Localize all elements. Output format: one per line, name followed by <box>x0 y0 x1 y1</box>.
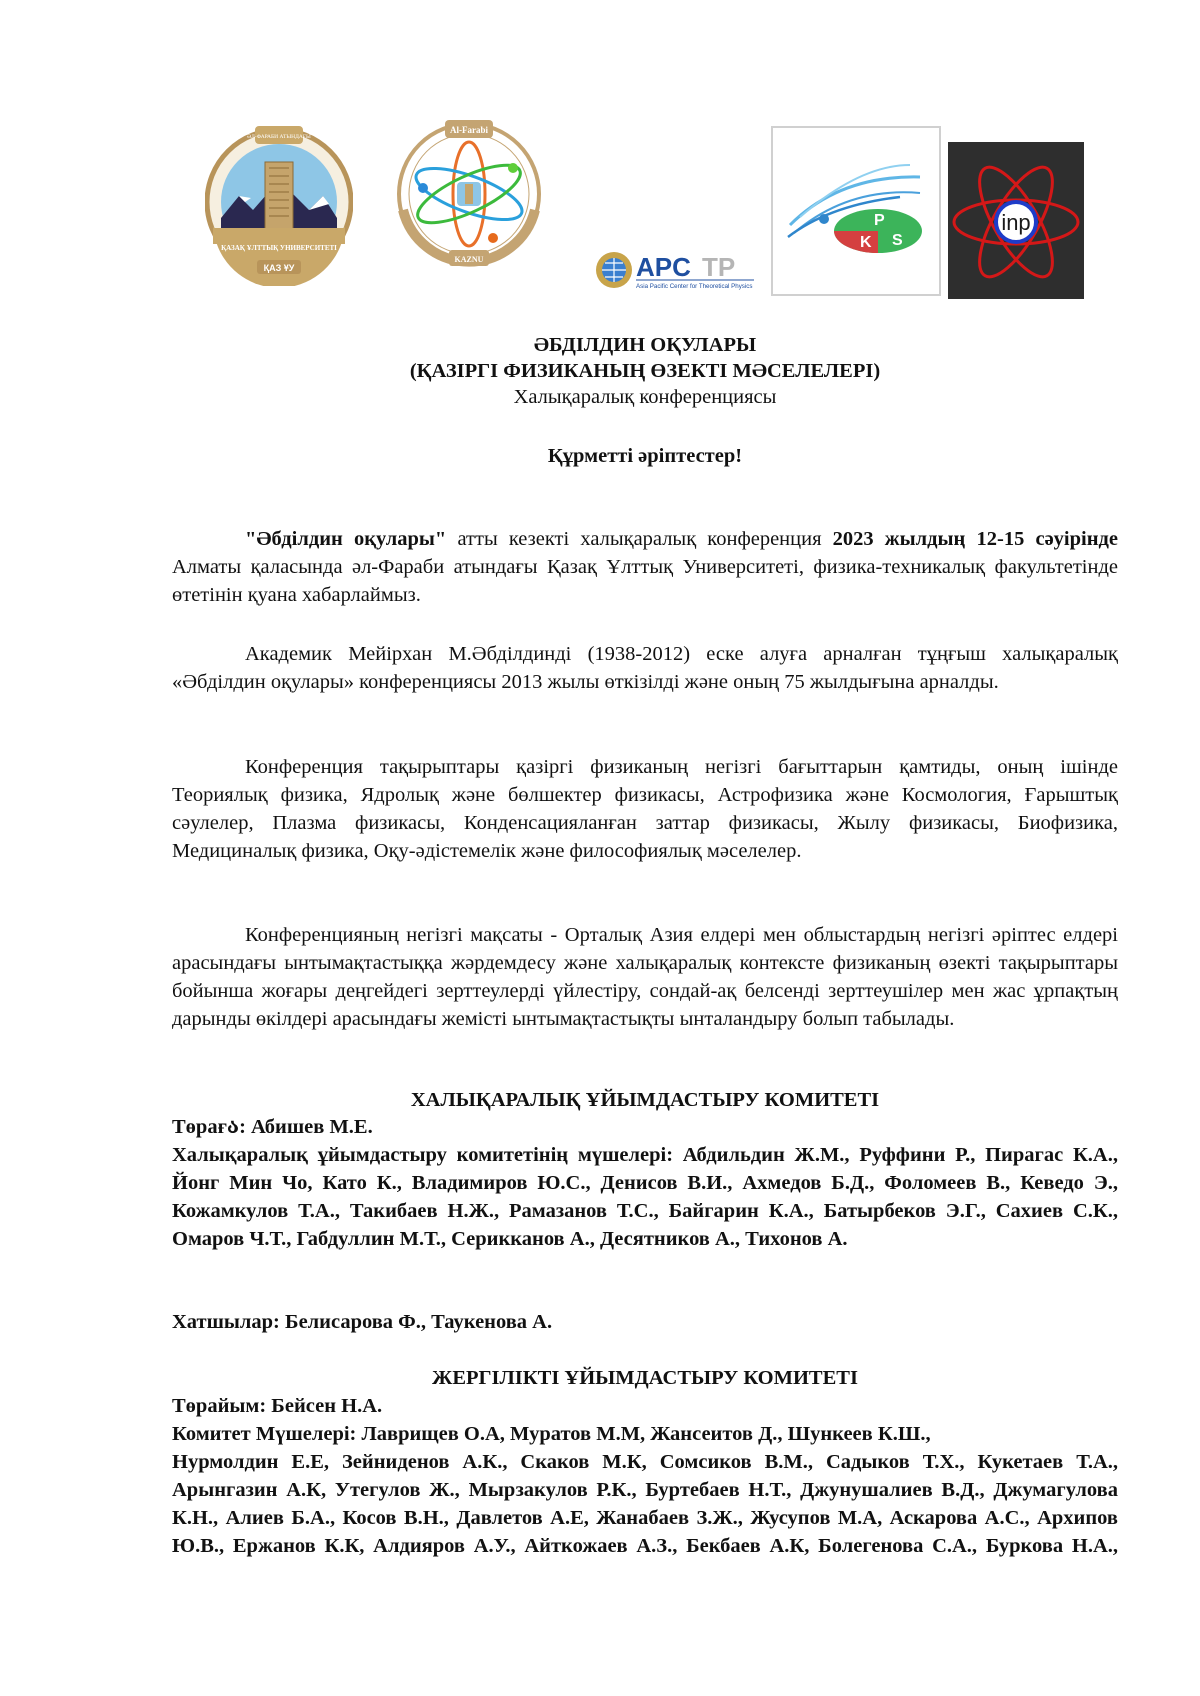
kps-logo-icon <box>770 125 942 297</box>
logo-banner <box>0 0 1200 310</box>
svg-text:ҚАЗАҚ ҰЛТТЫҚ УНИВЕРСИТЕТІ: ҚАЗАҚ ҰЛТТЫҚ УНИВЕРСИТЕТІ <box>221 244 337 252</box>
kaznu-logo-icon <box>205 118 353 286</box>
paragraph-announcement <box>172 525 1118 609</box>
svg-text:P: P <box>874 212 885 229</box>
local-committee-chair: Төрайым: Бейсен Н.А. <box>172 1395 383 1417</box>
intl-committee-chair: Төрағა: Абишев М.Е. <box>172 1116 373 1138</box>
local-committee-heading: ЖЕРГІЛІКТІ ҰЙЫМДАСТЫРУ КОМИТЕТІ <box>432 1367 858 1389</box>
intl-committee-heading: ХАЛЫҚАРАЛЫҚ ҰЙЫМДАСТЫРУ КОМИТЕТІ <box>410 1089 880 1111</box>
paragraph-topics: Конференция тақырыптары қазіргі физиканың негізгі бағыттарын қамтиды, оның ішінде Теориялық физика, Ядролық және бөлшектер физикасы, Астрофизика және Космология, Ғарыштық сәулелер, Плазма физикасы, Конденсацияланған заттар физикасы, Жылу физикасы, Биофизика, Медициналық физика, Оқу-әдістемелік және философиялық мәселелер. <box>172 756 1118 862</box>
local-committee-members-line1: Комитет Мүшелері: Лаврищев О.А, Муратов М.М, Жансеитов Д., Шункеев К.Ш., <box>172 1423 931 1445</box>
svg-text:APC: APC <box>636 252 691 282</box>
svg-text:K: K <box>860 234 872 251</box>
svg-text:Asia Pacific Center for Theore: Asia Pacific Center for Theoretical Physics <box>636 283 753 290</box>
doc-subtitle: (ҚАЗІРГІ ФИЗИКАНЫҢ ӨЗЕКТІ МӘСЕЛЕЛЕРІ) <box>409 360 881 382</box>
conference-label: Халықаралық конференциясы <box>513 386 777 408</box>
announcement-text-a: атты кезекті халықаралық конференция <box>446 528 833 550</box>
svg-text:KAZNU: KAZNU <box>454 255 484 264</box>
secretaries: Хатшылар: Белисарова Ф., Таукенова А. <box>172 1311 553 1333</box>
conference-dates: 2023 жылдың 12-15 сәуірінде <box>832 528 1118 550</box>
svg-text:S: S <box>892 232 903 249</box>
intl-committee-members: Халықаралық ұйымдастыру комитетінің мүшелері: Абдильдин Ж.М., Руффини Р., Пирагас К.А., Йонг Мин Чо, Като К., Владимиров Ю.С., Денисов В.И., Ахмедов Б.Д., Фоломеев В., Кеведо Э., Кожамкулов Т.А., Такибаев Н.Ж., Рамазанов Т.С., Байгарин К.А., Батырбеков Э.Г., Сахиев С.К., Омаров Ч.Т., Габдуллин М.Т., Серикканов А., Десятников А., Тихонов А. <box>172 1144 1118 1250</box>
announcement-text-b: Алматы қаласында әл-Фараби атындағы Қазақ Ұлттық Университеті, физика-техникалық факультетінде өтетінін қуана хабарлаймыз. <box>172 556 1118 606</box>
inp-logo-icon <box>948 142 1084 299</box>
paragraph-history: Академик Мейірхан М.Әбділдинді (1938-2012) еске алуға арналған тұңғыш халықаралық «Әбділдин оқулары» конференциясы 2013 жылы өткізілді және оның 75 жылдығына арналды. <box>172 643 1118 693</box>
paragraph-goal: Конференцияның негізгі мақсаты - Орталық Азия елдері мен облыстардың негізгі әріптес елдері арасындағы ынтымақтастыққа жәрдемдесу және халықаралық контексте физиканың өзекті тақырыптары бойынша жоғары деңгейдегі зерттеулерді үйлестіру, сондай-ақ белсенді зерттеушілер мен жас ұрпақтың дарынды өкілдері арасындағы жемісті ынтымақтастықты ынталандыру болып табылады. <box>172 924 1118 1030</box>
apctp-logo-icon <box>594 250 764 290</box>
svg-text:inp: inp <box>1001 210 1031 235</box>
svg-text:ҚАЗ ҰУ: ҚАЗ ҰУ <box>263 263 295 273</box>
conference-name: "Әбділдин оқулары" <box>245 528 447 550</box>
svg-text:TP: TP <box>702 252 736 282</box>
doc-title: ӘБДІЛДИН ОҚУЛАРЫ <box>533 334 757 356</box>
local-committee-members: Нурмолдин Е.Е, Зейниденов А.К., Скаков М.К, Сомсиков В.М., Садыков Т.Х., Кукетаев Т.А., Арынгазин А.К, Утегулов Ж., Мырзакулов Р.К., Буртебаев Н.Т., Джунушалиев В.Д., Джумагулова К.Н., Алиев Б.А., Косов В.Н., Давлетов А.Е, Жанабаев З.Ж., Жусупов М.А, Аскарова А.С., Архипов Ю.В., Ержанов К.К, Алдияров А.У., Айткожаев А.З., Бекбаев А.К, Болегенова С.А., Буркова Н.А., <box>172 1451 1118 1557</box>
svg-text:Al-Farabi: Al-Farabi <box>450 125 488 135</box>
svg-text:ӘЛ-ФАРАБИ АТЫНДАҒЫ: ӘЛ-ФАРАБИ АТЫНДАҒЫ <box>247 134 311 140</box>
greeting: Құрметті әріптестер! <box>547 445 743 467</box>
faculty-logo-icon <box>395 114 543 274</box>
